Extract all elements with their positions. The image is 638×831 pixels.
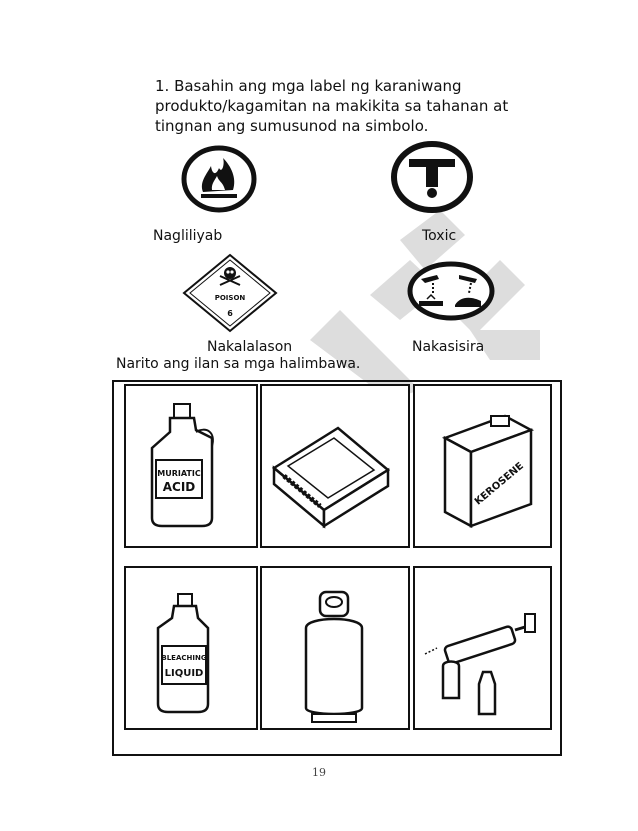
flammable-label: Nagliliyab [153, 228, 223, 244]
example-panel-kerosene [413, 384, 552, 548]
poison-sign-number: 6 [227, 309, 233, 318]
toxic-icon [391, 140, 473, 214]
example-panel-matchbox [260, 384, 410, 548]
lpg-tank-icon [262, 568, 408, 728]
instruction-text [155, 76, 555, 136]
instruction-line-3: tingnan ang sumusunod na simbolo. [155, 117, 429, 135]
example-panel-lpg-tank [260, 566, 410, 730]
kerosene-can-icon [415, 386, 550, 546]
example-panel-bleaching-liquid [124, 566, 258, 730]
kerosene-label: KEROSENE [472, 460, 526, 508]
bleach-bottle-icon [126, 568, 256, 728]
bleaching-label-line2: LIQUID [164, 668, 204, 679]
flammable-icon [181, 144, 257, 214]
muriatic-label-line2: ACID [162, 480, 196, 494]
instruction-line-1: 1. Basahin ang mga label ng karaniwang [155, 77, 462, 95]
example-panel-insect-sprayer [413, 566, 552, 730]
page-number: 19 [312, 766, 326, 779]
sprayer-icon [415, 568, 550, 728]
corrosive-label: Nakasisira [412, 339, 485, 355]
corrosive-icon [407, 261, 495, 321]
matchbox-icon [262, 386, 408, 546]
example-panel-muriatic-acid [124, 384, 258, 548]
instruction-line-2: produkto/kagamitan na makikita sa tahanan at [155, 97, 509, 115]
poison-label: Nakalalason [207, 339, 293, 355]
bleaching-label-line1: BLEACHING [161, 654, 207, 662]
examples-intro: Narito ang ilan sa mga halimbawa. [116, 356, 361, 372]
bottle-icon [126, 386, 256, 546]
muriatic-label-line1: MURIATIC [157, 469, 201, 478]
poison-sign-text: POISON [214, 294, 246, 302]
poison-icon [182, 253, 278, 333]
toxic-label: Toxic [422, 228, 457, 244]
